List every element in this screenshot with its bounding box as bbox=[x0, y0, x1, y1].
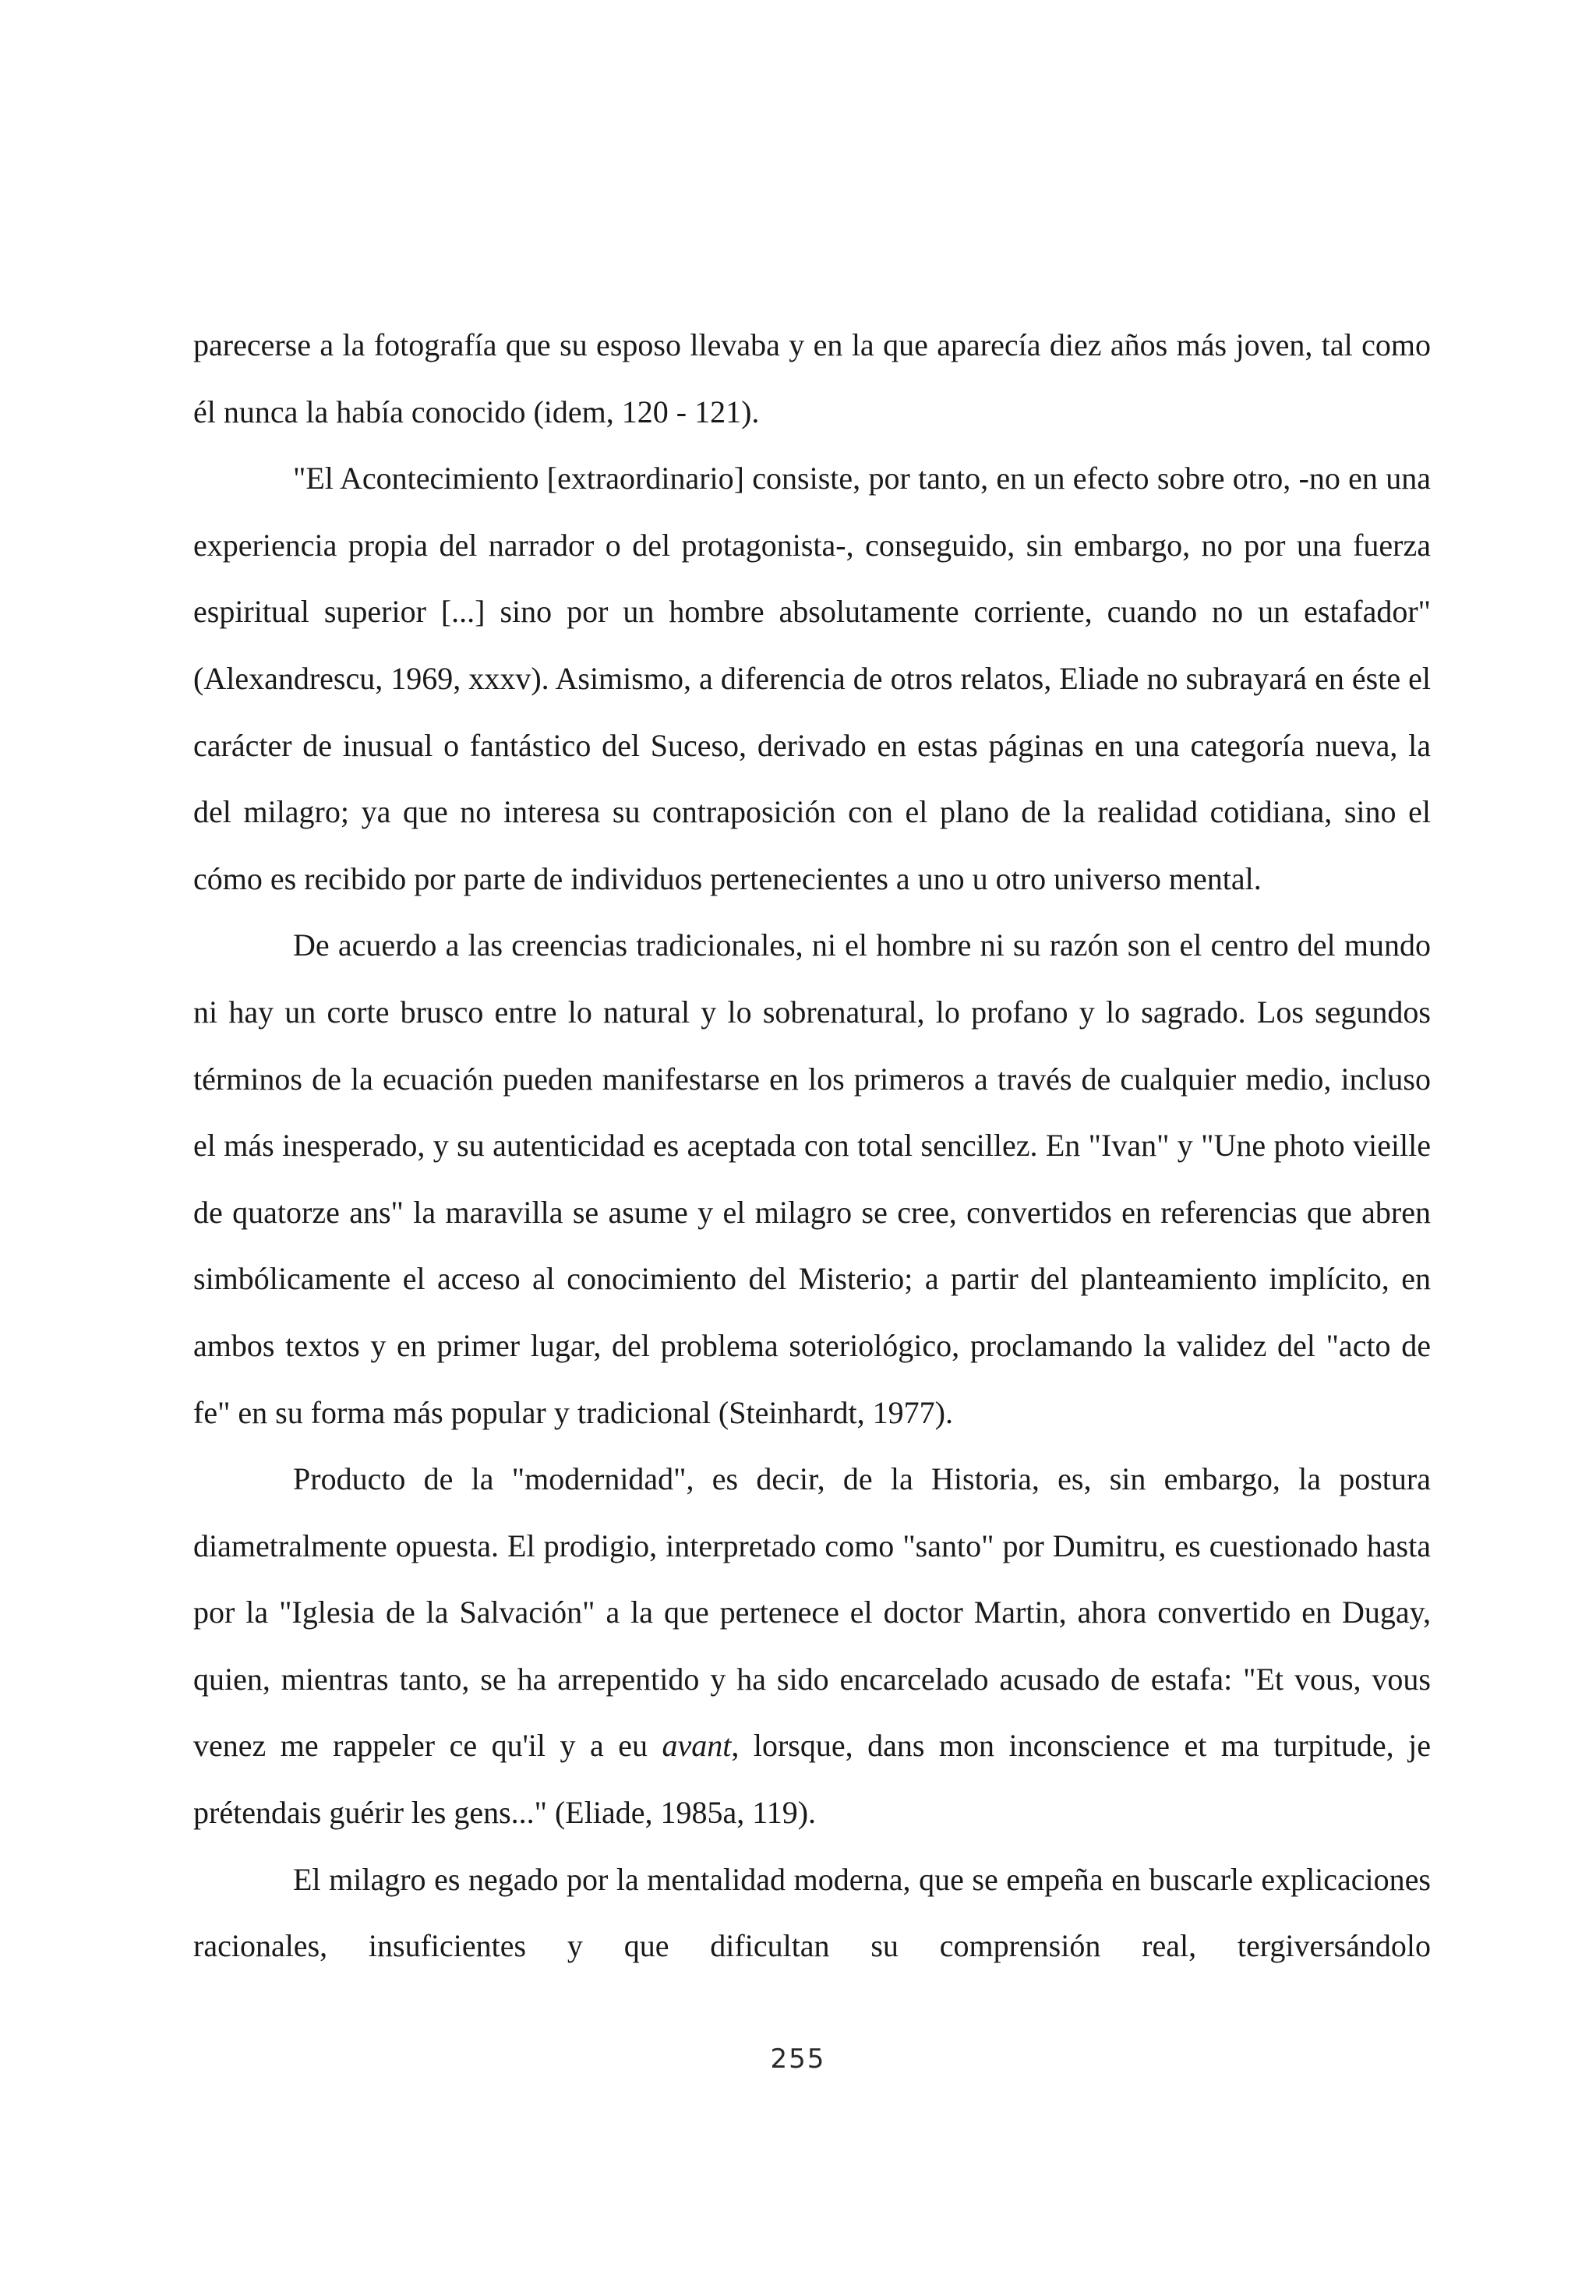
paragraph-4-text-a: Producto de la "modernidad", es decir, de la Historia, es, sin embargo, la postura diametralmente opuesta. El prodigio, interpretado como "santo" por Dumitru, es cuestionado hasta por la "Iglesia de la Salvación" a la que pertenece el doctor Martin, ahora convertido en Dugay, quien, mientras tanto, se ha arrepentido y ha sido encarcelado acusado de estafa: "Et vous, vous venez me rappeler ce qu'il y a eu bbox=[193, 1461, 1431, 1764]
paragraph-4-text-b: , lorsque, dans mon inconscience et ma turpitude, je prétendais guérir les gens..." (Eliade, 1985a, 119). bbox=[193, 1728, 1432, 1831]
paragraph-1 bbox=[193, 312, 1431, 445]
paragraph-2 bbox=[193, 445, 1431, 912]
paragraph-1-text: parecerse a la fotografía que su esposo llevaba y en la que aparecía diez años más joven, tal como él nunca la había conocido (idem, 120 - 121). bbox=[193, 327, 1431, 429]
paragraph-3-text: De acuerdo a las creencias tradicionales, ni el hombre ni su razón son el centro del mundo ni hay un corte brusco entre lo natural y lo sobrenatural, lo profano y lo sagrado. Los segundos términos de la ecuación pueden manifestarse en los primeros a través de cualquier medio, incluso el más inesperado, y su autenticidad es aceptada con total sencillez. En "Ivan" y "Une photo vieille de quatorze ans" la maravilla se asume y el milagro se cree, convertidos en referencias que abren simbólicamente el acceso al conocimiento del Misterio; a partir del planteamiento implícito, en ambos textos y en primer lugar, del problema soteriológico, proclamando la validez del "acto de fe" en su forma más popular y tradicional (Steinhardt, 1977). bbox=[193, 927, 1431, 1430]
paragraph-4-italic-word: avant bbox=[662, 1728, 732, 1764]
paragraph-3 bbox=[193, 912, 1431, 1446]
body-text bbox=[193, 312, 1431, 1980]
paragraph-2-text: "El Acontecimiento [extraordinario] consiste, por tanto, en un efecto sobre otro, -no en una experiencia propia del narrador o del protagonista-, conseguido, sin embargo, no por una fuerza espiritual superior [...] sino por un hombre absolutamente corriente, cuando no un estafador" (Alexandrescu, 1969, xxxv). Asimismo, a diferencia de otros relatos, Eliade no subrayará en éste el carácter de inusual o fantástico del Suceso, derivado en estas páginas en una categoría nueva, la del milagro; ya que no interesa su contraposición con el plano de la realidad cotidiana, sino el cómo es recibido por parte de individuos pertenecientes a uno u otro universo mental. bbox=[193, 461, 1431, 896]
paragraph-5-text: El milagro es negado por la mentalidad moderna, que se empeña en buscarle explicaciones racionales, insuficientes y que dificultan su comprensión real, tergiversándolo bbox=[193, 1861, 1431, 1964]
paragraph-5 bbox=[193, 1846, 1431, 1980]
page-number: 255 bbox=[770, 2043, 826, 2075]
paragraph-4 bbox=[193, 1446, 1431, 1846]
